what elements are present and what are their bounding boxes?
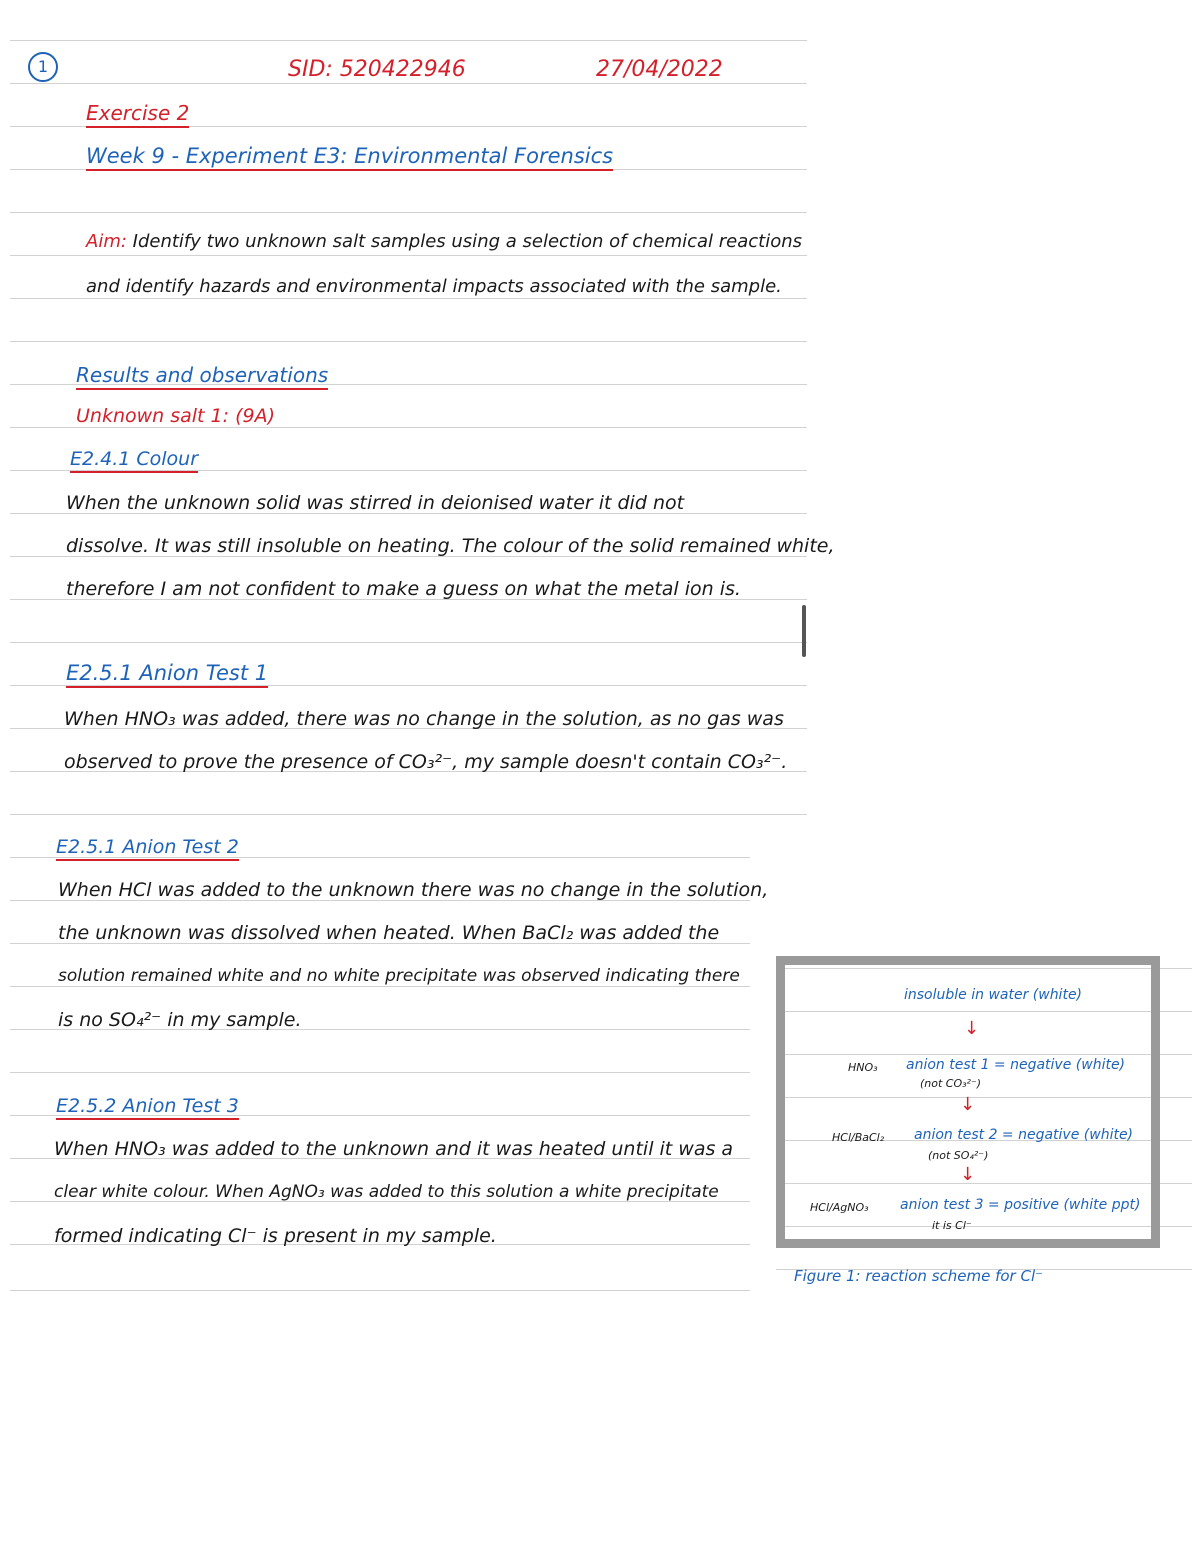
anion-test-1-heading: E2.5.1 Anion Test 1: [66, 662, 268, 685]
anion-test-3-line-1: When HNO₃ was added to the unknown and it was heated until it was a: [54, 1138, 734, 1160]
anion-test-3-heading: E2.5.2 Anion Test 3: [56, 1096, 239, 1117]
colour-line-3: therefore I am not confident to make a guess on what the metal ion is.: [66, 578, 741, 600]
down-arrow-icon: ↓: [964, 1018, 980, 1039]
scheme-reagent-2: HCl/BaCl₂: [832, 1131, 885, 1144]
scheme-reagent-1: HNO₃: [848, 1061, 878, 1074]
anion-test-3-line-2: clear white colour. When AgNO₃ was added to this solution a white precipitate: [54, 1182, 719, 1202]
colour-line-1: When the unknown solid was stirred in deionised water it did not: [66, 492, 685, 514]
anion-test-1-line-2: observed to prove the presence of CO₃²⁻, my sample doesn't contain CO₃²⁻.: [64, 751, 788, 773]
scheme-result-3: anion test 3 = positive (white ppt): [900, 1197, 1141, 1213]
figure-caption: Figure 1: reaction scheme for Cl⁻: [794, 1267, 1044, 1285]
student-id: SID: 520422946: [288, 57, 466, 82]
results-heading: Results and observations: [76, 364, 328, 386]
unknown-salt-heading: Unknown salt 1: (9A): [76, 405, 275, 427]
scroll-indicator[interactable]: [802, 605, 806, 657]
anion-test-3-line-3: formed indicating Cl⁻ is present in my sample.: [54, 1225, 497, 1247]
scheme-reagent-3: HCl/AgNO₃: [810, 1201, 869, 1214]
scheme-result-2: anion test 2 = negative (white): [914, 1127, 1134, 1143]
aim-line-1: Aim: Identify two unknown salt samples using a selection of chemical reactions: [86, 231, 803, 252]
anion-test-2-heading: E2.5.1 Anion Test 2: [56, 837, 239, 858]
scheme-result-1: anion test 1 = negative (white): [906, 1057, 1126, 1073]
scheme-start: insoluble in water (white): [904, 987, 1083, 1003]
scheme-note-2: (not SO₄²⁻): [928, 1149, 989, 1162]
scheme-note-3: it is Cl⁻: [932, 1219, 972, 1232]
anion-test-2-line-2: the unknown was dissolved when heated. When BaCl₂ was added the: [58, 922, 720, 944]
date: 27/04/2022: [596, 57, 723, 82]
anion-test-1-line-1: When HNO₃ was added, there was no change in the solution, as no gas was: [64, 708, 784, 730]
anion-test-2-line-4: is no SO₄²⁻ in my sample.: [58, 1009, 302, 1031]
scheme-note-1: (not CO₃²⁻): [920, 1077, 982, 1090]
colour-line-2: dissolve. It was still insoluble on heating. The colour of the solid remained white,: [66, 535, 835, 557]
colour-heading: E2.4.1 Colour: [70, 449, 198, 470]
exercise-title: Exercise 2: [86, 102, 189, 124]
week-title: Week 9 - Experiment E3: Environmental Forensics: [86, 145, 613, 168]
aim-label: Aim:: [86, 231, 127, 252]
down-arrow-icon: ↓: [960, 1094, 976, 1115]
anion-test-2-line-1: When HCl was added to the unknown there was no change in the solution,: [58, 879, 769, 901]
anion-test-2-line-3: solution remained white and no white precipitate was observed indicating there: [58, 966, 740, 986]
down-arrow-icon: ↓: [960, 1164, 976, 1185]
page-number: 1: [28, 52, 58, 82]
aim-line-2: and identify hazards and environmental impacts associated with the sample.: [86, 276, 782, 297]
